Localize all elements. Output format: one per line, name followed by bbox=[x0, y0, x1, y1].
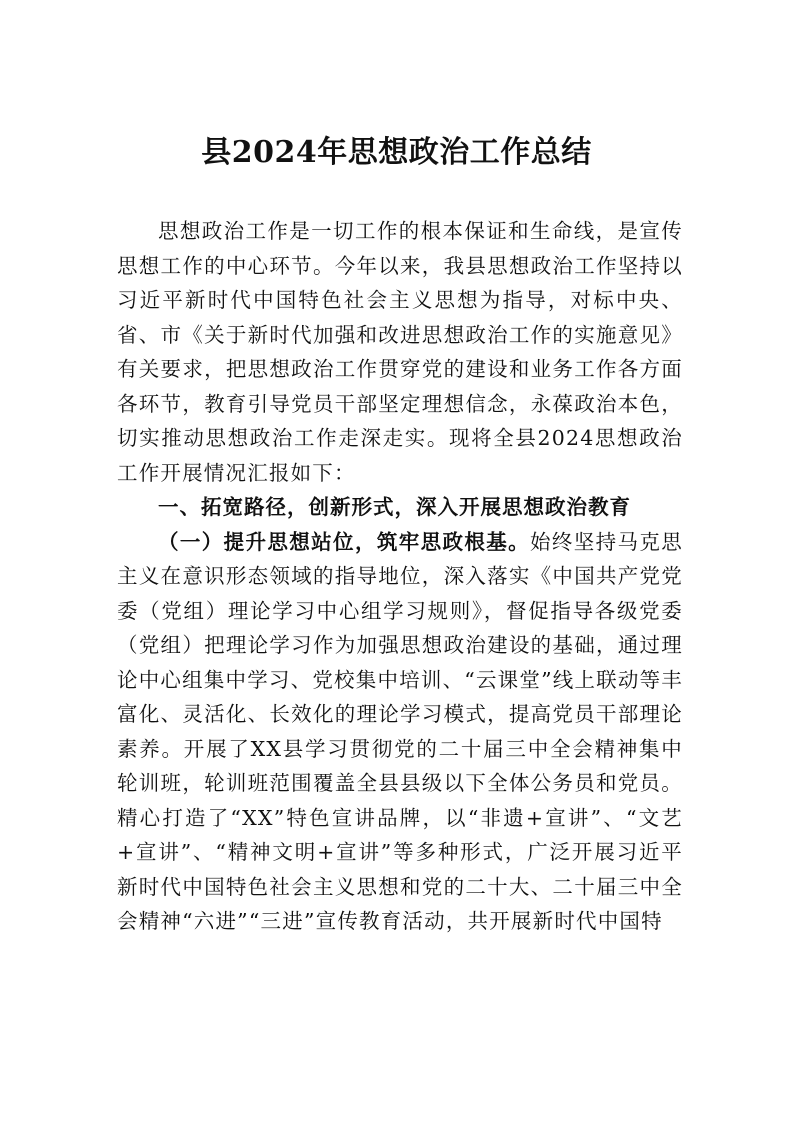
intro-paragraph: 思想政治工作是一切工作的根本保证和生命线，是宣传思想工作的中心环节。今年以来，我县思想政治工作坚持以习近平新时代中国特色社会主义思想为指导，对标中央、省、市《关于新时代加强和改进思想政治工作的实施意见》有关要求，把思想政治工作贯穿党的建设和业务工作各方面各环节，教育引导党员干部坚定理想信念，永葆政治本色，切实推动思想政治工作走深走实。现将全县2024思想政治工作开展情况汇报如下： bbox=[117, 219, 683, 485]
subsection-body: 始终坚持马克思主义在意识形态领域的指导地位，深入落实《中国共产党党委（党组）理论学习中心组学习规则》，督促指导各级党委（党组）把理论学习作为加强思想政治建设的基础，通过理论中心组集中学习、党校集中培训、“云课堂”线上联动等丰富化、灵活化、长效化的理论学习模式，提高党员干部理论素养。开展了XX县学习贯彻党的二十届三中全会精神集中轮训班，轮训班范围覆盖全县县级以下全体公务员和党员。精心打造了“XX”特色宣讲品牌，以“非遗+宣讲”、“文艺+宣讲”、“精神文明+宣讲”等多种形式，广泛开展习近平新时代中国特色社会主义思想和党的二十大、二十届三中全会精神“六进”“三进”宣传教育活动，共开展新时代中国特 bbox=[117, 529, 683, 933]
subsection-paragraph bbox=[117, 525, 683, 939]
section-heading: 一、拓宽路径，创新形式，深入开展思想政治教育 bbox=[158, 495, 631, 519]
document-body bbox=[117, 214, 683, 939]
document-title: 县2024年思想政治工作总结 bbox=[201, 135, 592, 170]
subsection-heading: （一）提升思想站位，筑牢思政根基。 bbox=[158, 529, 530, 554]
